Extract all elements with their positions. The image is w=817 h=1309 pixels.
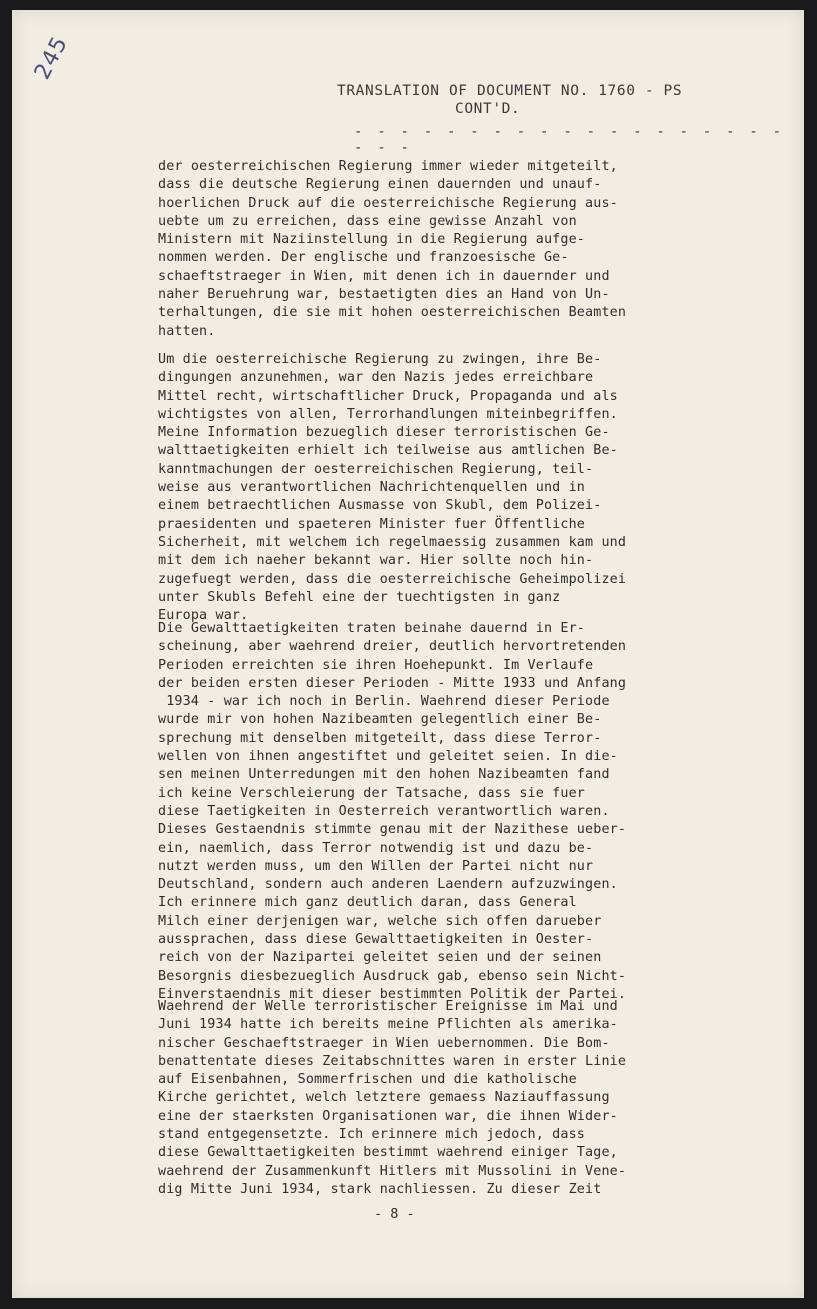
text-line: waehrend der Zusammenkunft Hitlers mit Mussolini in Vene- xyxy=(158,1163,627,1179)
text-line: Perioden erreichten sie ihren Hoehepunkt. Im Verlaufe xyxy=(158,657,594,673)
text-line: Einverstaendnis mit dieser bestimmten Politik der Partei. xyxy=(158,986,627,1002)
text-line: walttaetigkeiten erhielt ich teilweise aus amtlichen Be- xyxy=(158,443,618,459)
document-header xyxy=(337,82,682,118)
text-line: stand entgegensetzte. Ich erinnere mich jedoch, dass xyxy=(158,1127,586,1143)
text-line: Kirche gerichtet, welch letztere gemaess Naziauffassung xyxy=(158,1090,610,1106)
text-line: ein, naemlich, dass Terror notwendig ist und dazu be- xyxy=(158,840,594,856)
handwritten-folio-number: 245 xyxy=(30,32,74,84)
text-line: nischer Geschaeftstraeger in Wien uebernommen. Die Bom- xyxy=(158,1035,610,1051)
paragraph-4 xyxy=(158,998,730,1199)
text-line: der beiden ersten dieser Perioden - Mitte 1933 und Anfang xyxy=(158,675,627,691)
text-line: praesidenten und spaeteren Minister fuer Öffentliche xyxy=(158,516,586,532)
text-line: nommen werden. Der englische und franzoesische Ge- xyxy=(158,250,569,266)
text-line: Dieses Gestaendnis stimmte genau mit der Nazithese ueber- xyxy=(158,822,627,838)
text-line: diese Taetigkeiten in Oesterreich verantwortlich waren. xyxy=(158,803,610,819)
text-line: Um die oesterreichische Regierung zu zwingen, ihre Be- xyxy=(158,352,602,367)
text-line: mit dem ich naeher bekannt war. Hier sollte noch hin- xyxy=(158,553,594,569)
paragraph-1 xyxy=(158,158,730,341)
text-line: sen meinen Unterredungen mit den hohen Nazibeamten fand xyxy=(158,767,610,783)
text-line: sprechung mit denselben mitgeteilt, dass diese Terror- xyxy=(158,730,602,746)
header-continued: CONT'D. xyxy=(455,101,521,117)
text-line: Juni 1934 hatte ich bereits meine Pflichten als amerika- xyxy=(158,1017,618,1033)
text-line: Milch einer derjenigen war, welche sich offen darueber xyxy=(158,913,602,929)
text-line: der oesterreichischen Regierung immer wieder mitgeteilt, xyxy=(158,159,618,174)
text-line: benattentate dieses Zeitabschnittes waren in erster Linie xyxy=(158,1053,627,1069)
text-line: uebte um zu erreichen, dass eine gewisse Anzahl von xyxy=(158,213,577,229)
text-line: schaeftstraeger in Wien, mit denen ich in dauernder und xyxy=(158,268,610,284)
paragraph-2 xyxy=(158,351,730,625)
text-line: Meine Information bezueglich dieser terroristischen Ge- xyxy=(158,425,610,441)
text-line: Deutschland, sondern auch anderen Laendern aufzuzwingen. xyxy=(158,877,618,893)
text-line: Europa war. xyxy=(158,608,249,624)
text-line: eine der staerksten Organisationen war, die ihnen Wider- xyxy=(158,1108,618,1124)
text-line: Die Gewalttaetigkeiten traten beinahe dauernd in Er- xyxy=(158,621,586,636)
text-line: hatten. xyxy=(158,323,216,339)
text-line: dingungen anzunehmen, war den Nazis jedes erreichbare xyxy=(158,370,594,386)
text-line: dass die deutsche Regierung einen dauernden und unauf- xyxy=(158,177,602,193)
text-line: wurde mir von hohen Nazibeamten gelegentlich einer Be- xyxy=(158,712,602,728)
text-line: zugefuegt werden, dass die oesterreichische Geheimpolizei xyxy=(158,571,627,587)
text-line: dig Mitte Juni 1934, stark nachliessen. Zu dieser Zeit xyxy=(158,1181,602,1197)
text-line: einem betraechtlichen Ausmasse von Skubl, dem Polizei- xyxy=(158,498,602,514)
text-line: terhaltungen, die sie mit hohen oesterreichischen Beamten xyxy=(158,305,627,321)
text-line: kanntmachungen der oesterreichischen Regierung, teil- xyxy=(158,461,594,477)
document-page xyxy=(12,10,804,1298)
text-line: naher Beruehrung war, bestaetigten dies an Hand von Un- xyxy=(158,287,610,303)
header-title: TRANSLATION OF DOCUMENT NO. 1760 - PS xyxy=(337,83,683,99)
paragraph-3 xyxy=(158,620,730,1004)
text-line: Besorgnis diesbezueglich Ausdruck gab, ebenso sein Nicht- xyxy=(158,968,627,984)
text-line: nutzt werden muss, um den Willen der Partei nicht nur xyxy=(158,858,594,874)
text-line: hoerlichen Druck auf die oesterreichische Regierung aus- xyxy=(158,195,618,211)
text-line: Ministern mit Naziinstellung in die Regierung aufge- xyxy=(158,232,586,248)
text-line: Ich erinnere mich ganz deutlich daran, dass General xyxy=(158,895,577,911)
page-number: - 8 - xyxy=(374,1206,415,1222)
text-line: aussprachen, dass diese Gewalttaetigkeiten in Oester- xyxy=(158,932,594,948)
text-line: wellen von ihnen angestiftet und geleitet seien. In die- xyxy=(158,749,618,765)
text-line: weise aus verantwortlichen Nachrichtenquellen und in xyxy=(158,480,586,496)
text-line: reich von der Nazipartei geleitet seien und der seinen xyxy=(158,950,602,966)
text-line: diese Gewalttaetigkeiten bestimmt waehrend einiger Tage, xyxy=(158,1145,618,1161)
text-line: Sicherheit, mit welchem ich regelmaessig zusammen kam und xyxy=(158,534,627,550)
text-line: Mittel recht, wirtschaftlicher Druck, Propaganda und als xyxy=(158,388,618,404)
text-line: scheinung, aber waehrend dreier, deutlich hervortretenden xyxy=(158,639,627,655)
text-line: auf Eisenbahnen, Sommerfrischen und die katholische xyxy=(158,1072,577,1088)
text-line: 1934 - war ich noch in Berlin. Waehrend dieser Periode xyxy=(158,694,610,710)
text-line: wichtigstes von allen, Terrorhandlungen miteinbegriffen. xyxy=(158,406,618,422)
text-line: ich keine Verschleierung der Tatsache, dass sie fuer xyxy=(158,785,586,801)
text-line: unter Skubls Befehl eine der tuechtigsten in ganz xyxy=(158,589,561,605)
header-underline: - - - - - - - - - - - - - - - - - - - - - - xyxy=(354,124,785,156)
text-line: Waehrend der Welle terroristischer Ereignisse im Mai und xyxy=(158,999,618,1014)
